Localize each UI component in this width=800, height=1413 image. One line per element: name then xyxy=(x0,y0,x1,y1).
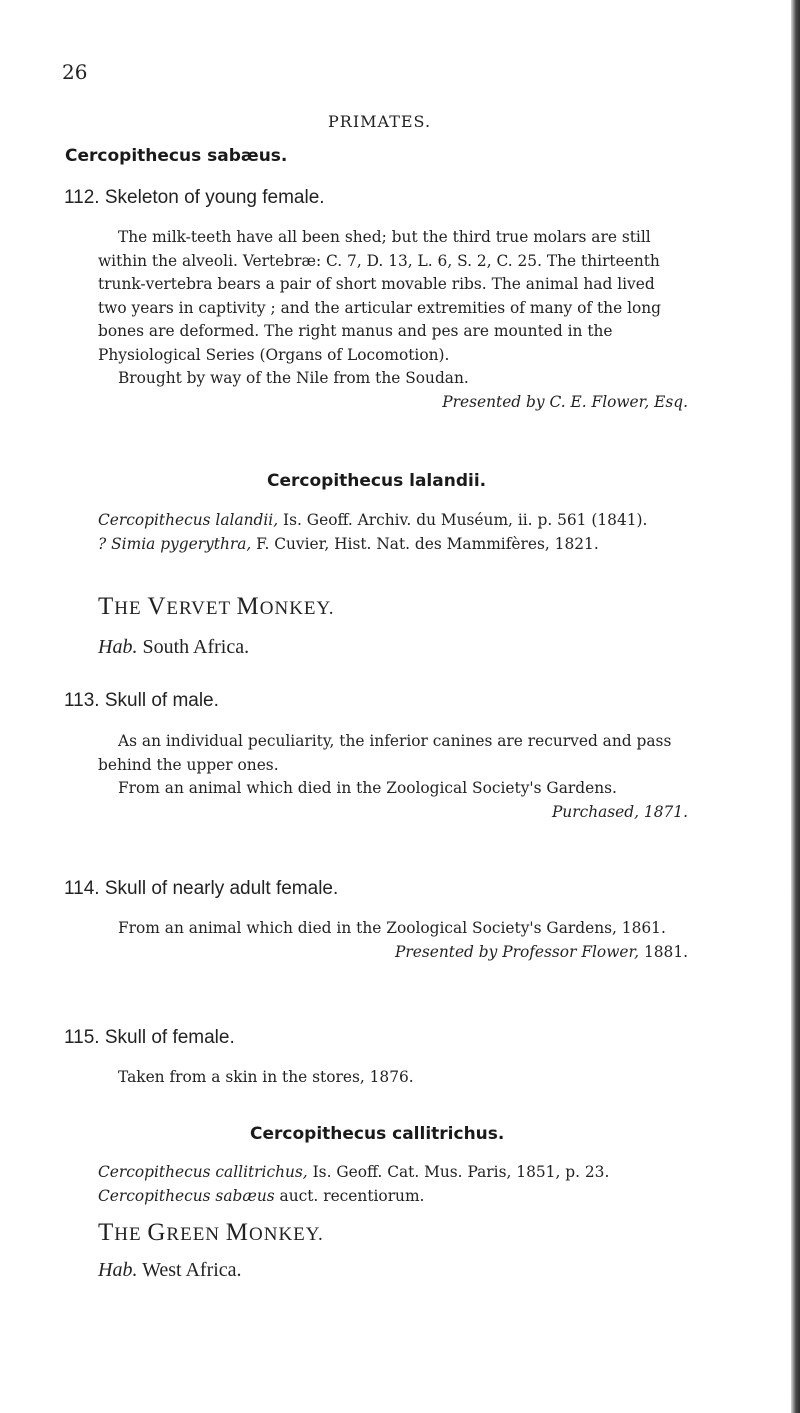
synonym-ref: Is. Geoff. Cat. Mus. Paris, 1851, p. 23. xyxy=(307,1163,610,1181)
habitat-line: Hab. West Africa. xyxy=(98,1259,242,1281)
entry-title: Skull of nearly adult female. xyxy=(104,878,339,899)
paragraph: From an animal which died in the Zoological Society's Gardens. xyxy=(118,779,617,797)
credit-line: Presented by C. E. Flower, Esq. xyxy=(442,392,688,411)
synonymy-lalandii xyxy=(98,509,688,556)
entry-number: 114. xyxy=(64,878,100,899)
paragraph: As an individual peculiarity, the inferior canines are recurved and pass behind the upper ones. xyxy=(98,732,672,774)
entry-title: Skull of female. xyxy=(104,1027,235,1048)
synonym-ref: auct. recentiorum. xyxy=(274,1186,425,1205)
entry-114-heading xyxy=(64,878,338,900)
running-head: PRIMATES. xyxy=(328,112,432,131)
entry-115-description xyxy=(98,1066,688,1090)
entry-number: 115. xyxy=(64,1027,100,1048)
common-name-vervet: THE VERVET MONKEY. xyxy=(98,593,335,620)
entry-113-heading xyxy=(64,690,219,712)
species-heading-sabaeus: Cercopithecus sabæus. xyxy=(65,146,288,166)
habitat-line: Hab. South Africa. xyxy=(98,636,250,658)
entry-number: 113. xyxy=(64,690,100,711)
synonym-name: Cercopithecus callitrichus, xyxy=(98,1163,308,1181)
synonymy-callitrichus xyxy=(98,1161,738,1208)
credit-line: Presented by Professor Flower, 1881. xyxy=(395,942,688,961)
entry-title: Skull of male. xyxy=(104,690,219,711)
synonym-ref: F. Cuvier, Hist. Nat. des Mammifères, 1821. xyxy=(251,534,599,553)
paragraph: Taken from a skin in the stores, 1876. xyxy=(118,1068,414,1086)
page-number: 26 xyxy=(62,60,88,84)
page-edge-shadow xyxy=(791,0,800,1413)
entry-112-description xyxy=(98,226,688,414)
synonym-line xyxy=(98,1185,738,1209)
credit-line: Purchased, 1871. xyxy=(551,802,688,821)
synonym-line xyxy=(98,1161,738,1185)
species-heading-callitrichus: Cercopithecus callitrichus. xyxy=(250,1124,505,1144)
synonym-name: ? Simia pygerythra, xyxy=(98,534,252,553)
synonym-ref: Is. Geoff. Archiv. du Muséum, ii. p. 561 (1841). xyxy=(278,511,648,529)
synonym-name: Cercopithecus lalandii, xyxy=(98,511,279,529)
species-heading-lalandii: Cercopithecus lalandii. xyxy=(267,471,487,491)
entry-number: 112. xyxy=(64,187,100,208)
entry-112-heading xyxy=(64,187,325,209)
paragraph: Brought by way of the Nile from the Soudan. xyxy=(118,369,469,387)
synonym-line xyxy=(98,509,688,533)
paragraph: The milk-teeth have all been shed; but the third true molars are still within the alveoli. Vertebræ: C. 7, D. 13, L. 6, S. 2, C. 25. The thirteenth trunk-vertebra bears a pair of short movable ribs. The animal had lived two years in captivity ; and the articular extremities of many of the long bones are deformed. The right manus and pes are mounted in the Physiological Series (Organs of Locomotion). xyxy=(98,228,662,364)
synonym-name: Cercopithecus sabæus xyxy=(98,1186,275,1205)
entry-113-description xyxy=(98,730,688,824)
entry-title: Skeleton of young female. xyxy=(104,187,325,208)
paragraph: From an animal which died in the Zoological Society's Gardens, 1861. xyxy=(118,919,666,937)
entry-115-heading xyxy=(64,1027,235,1049)
synonym-line xyxy=(98,533,688,557)
entry-114-description xyxy=(98,917,688,964)
common-name-green-monkey: THE GREEN MONKEY. xyxy=(98,1219,324,1246)
